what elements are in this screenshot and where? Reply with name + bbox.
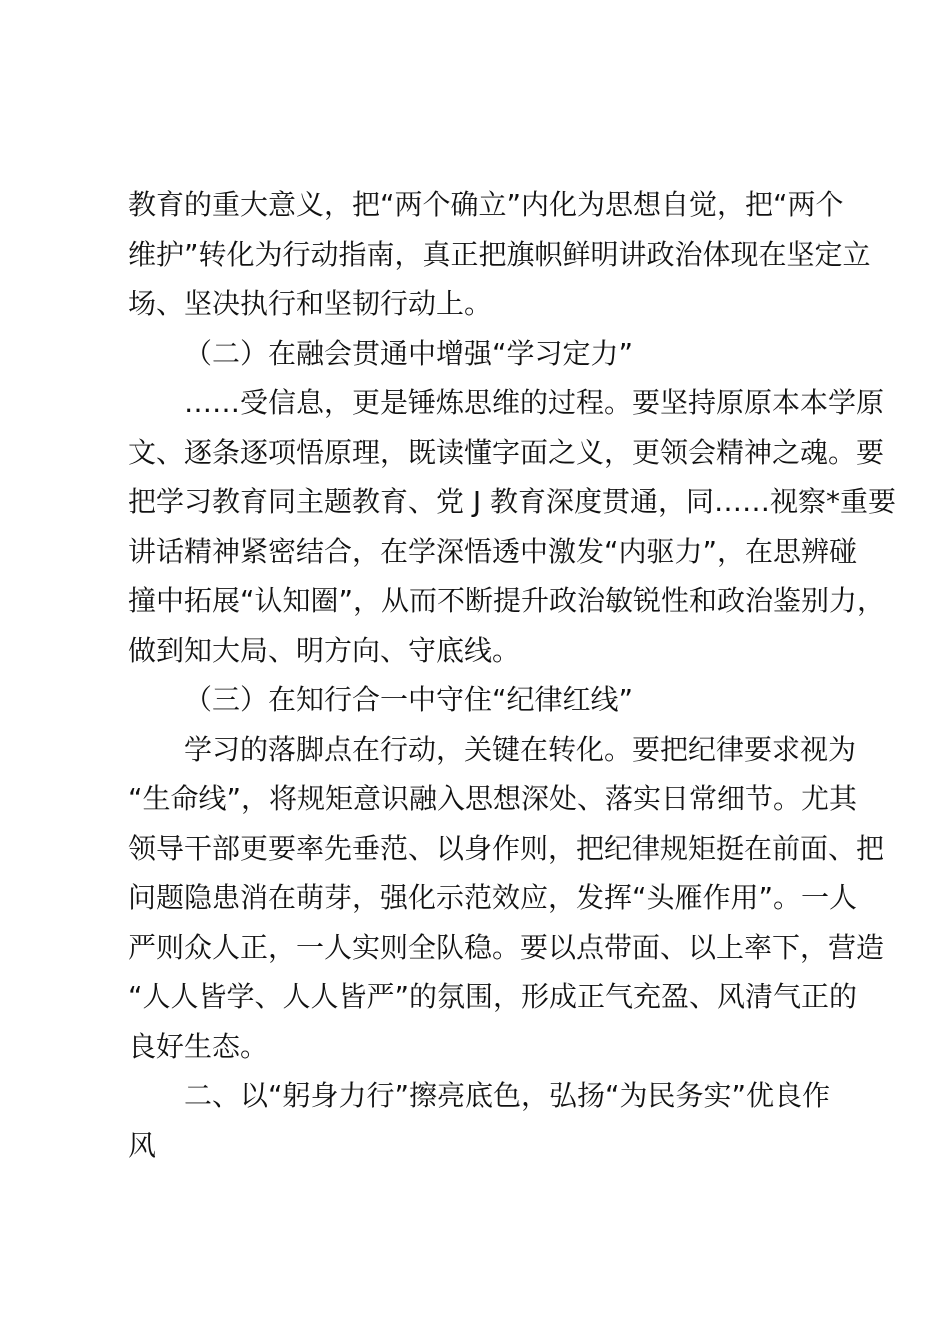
text-line: 风 — [128, 1128, 157, 1162]
text-line: ……受信息，更是锤炼思维的过程。要坚持原原本本学原 — [184, 386, 885, 419]
heading-text: （二）在融会贯通中增强“学习定力” — [184, 336, 634, 370]
text-line: 教育的重大意义，把“两个确立”内化为思想自觉，把“两个 — [128, 188, 844, 221]
text-line: 做到知大局、明方向、守底线。 — [128, 633, 521, 667]
section-heading-3 — [128, 675, 838, 725]
heading-text: （三）在知行合一中守住“纪律红线” — [184, 683, 634, 716]
text-line: 讲话精神紧密结合，在学深悟透中激发“内驱力”，在思辨碰 — [128, 534, 858, 568]
document-body — [128, 180, 897, 1170]
section-title-2 — [128, 1071, 838, 1170]
text-line: 领导干部更要率先垂范、以身作则，把纪律规矩挺在前面、把 — [128, 831, 885, 865]
text-line: 撞中拓展“认知圈”，从而不断提升政治敏锐性和政治鉴别力， — [128, 584, 886, 617]
text-line: 文、逐条逐项悟原理，既读懂字面之义，更领会精神之魂。要 — [128, 435, 885, 469]
section-heading-2 — [128, 329, 838, 379]
text-line: 学习的落脚点在行动，关键在转化。要把纪律要求视为 — [184, 732, 857, 766]
text-line: “生命线”，将规矩意识融入思想深处、落实日常细节。尤其 — [128, 782, 858, 815]
text-line: 维护”转化为行动指南，真正把旗帜鲜明讲政治体现在坚定立 — [128, 237, 871, 271]
paragraph-1 — [128, 180, 871, 329]
text-line: 良好生态。 — [128, 1029, 269, 1063]
text-line: “人人皆学、人人皆严”的氛围，形成正气充盈、风清气正的 — [128, 980, 858, 1013]
paragraph-5 — [128, 725, 885, 1072]
paragraph-3 — [128, 378, 897, 675]
text-line: 场、坚决执行和坚韧行动上。 — [128, 287, 493, 320]
text-line: 严则众人正，一人实则全队稳。要以点带面、以上率下，营造 — [128, 930, 885, 964]
text-line: 二、以“躬身力行”擦亮底色，弘扬“为民务实”优良作 — [184, 1079, 831, 1112]
text-line: 把学习教育同主题教育、党 J 教育深度贯通，同……视察*重要 — [128, 485, 897, 518]
text-line: 问题隐患消在萌芽，强化示范效应，发挥“头雁作用”。一人 — [128, 881, 858, 914]
